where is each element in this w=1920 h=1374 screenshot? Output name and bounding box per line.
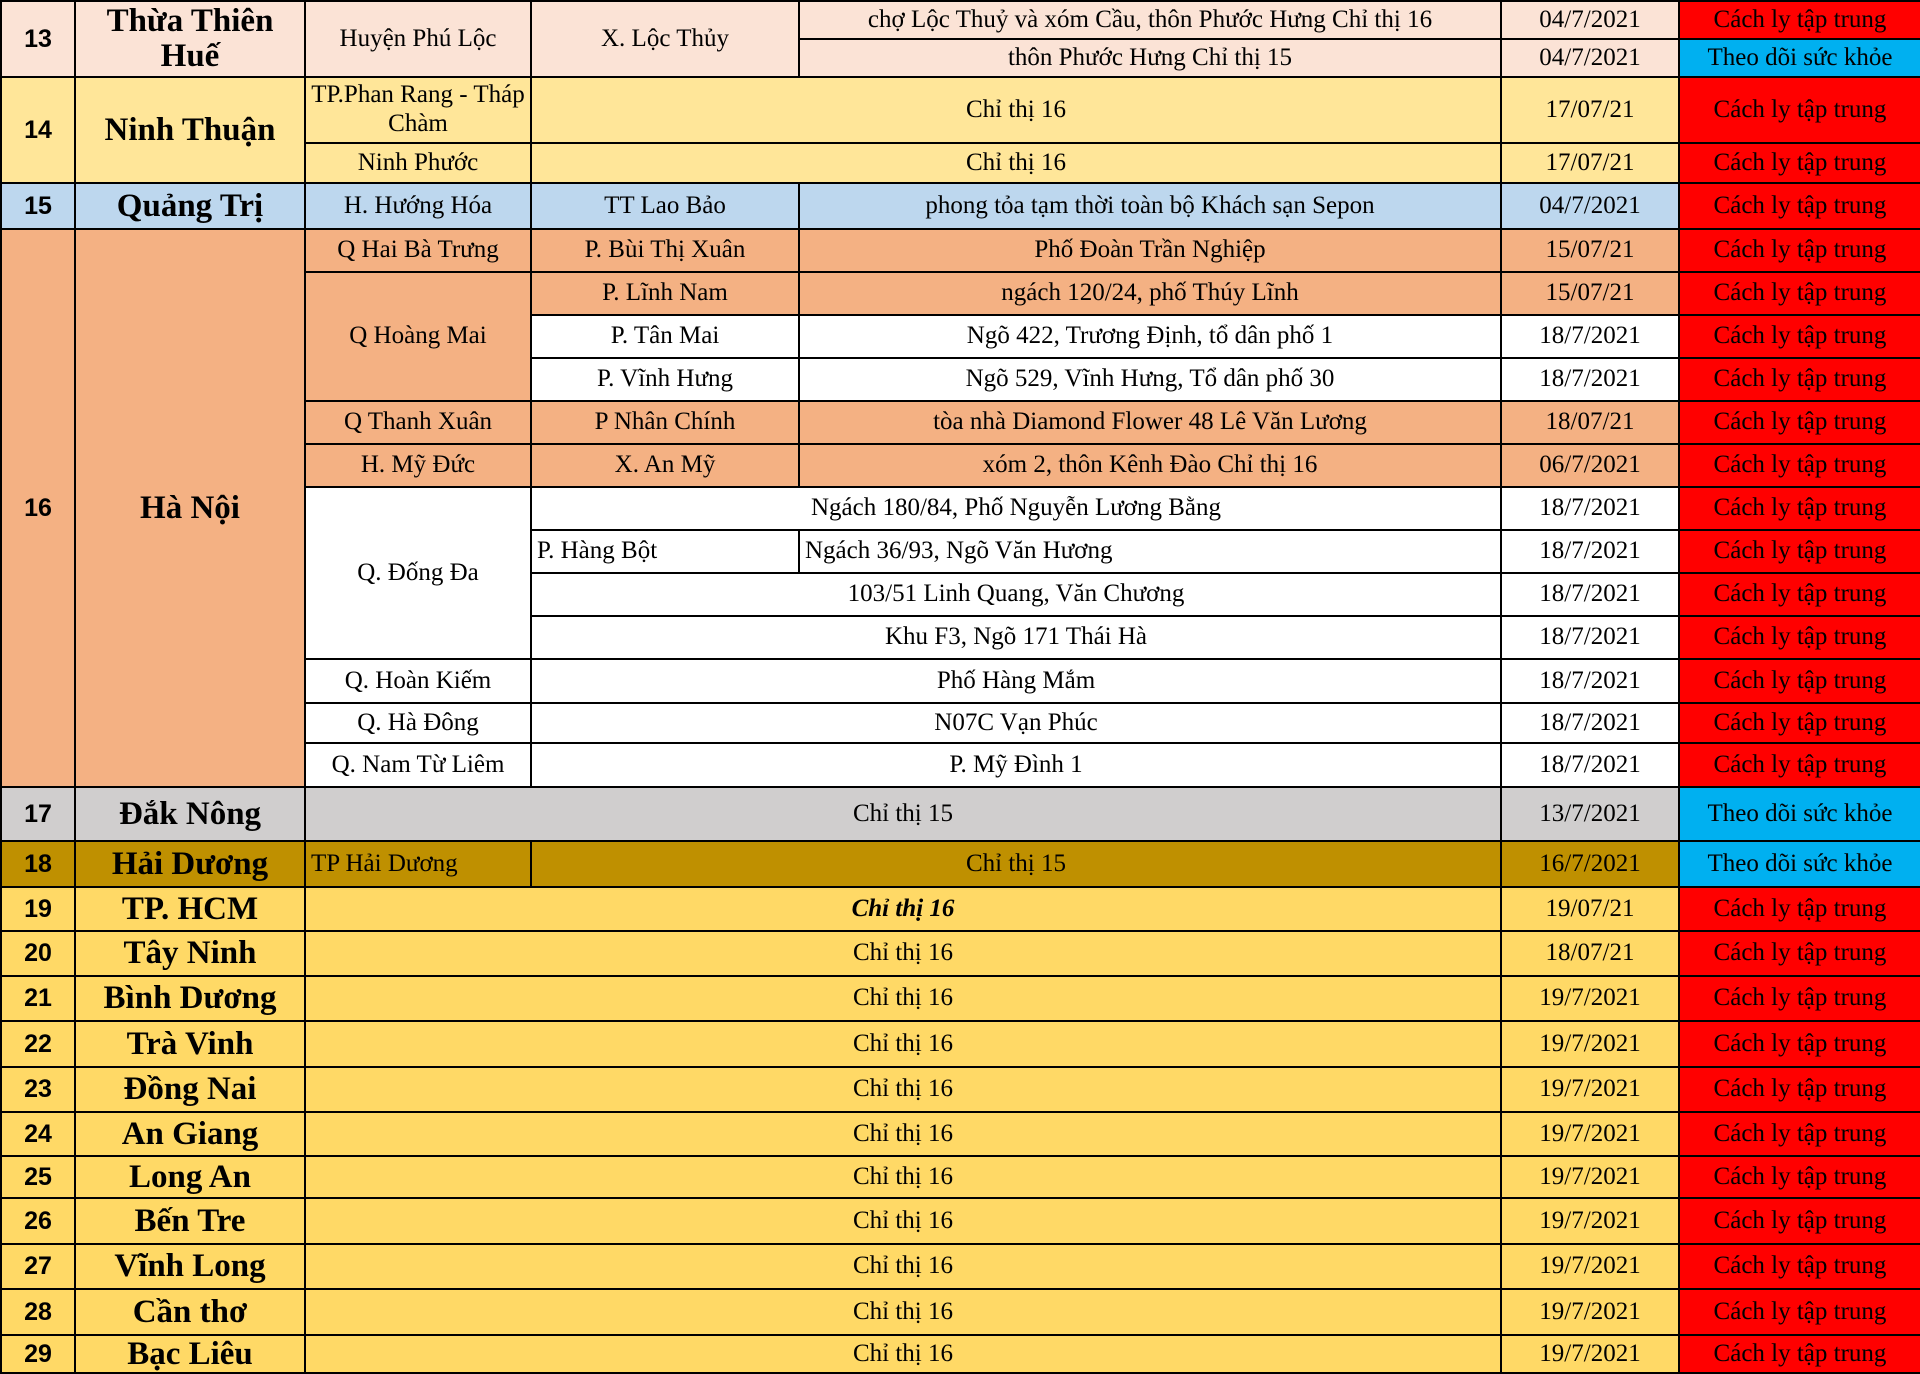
location-cell: Chỉ thị 16: [306, 932, 1502, 977]
province-name: Hà Nội: [76, 230, 306, 788]
date-cell: 19/7/2021: [1502, 977, 1680, 1022]
status-badge: Cách ly tập trung: [1680, 230, 1920, 273]
location-cell: thôn Phước Hưng Chỉ thị 15: [800, 40, 1502, 78]
date-cell: 18/7/2021: [1502, 574, 1680, 617]
date-cell: 04/7/2021: [1502, 40, 1680, 78]
date-cell: 19/7/2021: [1502, 1290, 1680, 1336]
location-cell: Ngách 180/84, Phố Nguyễn Lương Bằng: [532, 488, 1502, 531]
status-badge: Cách ly tập trung: [1680, 2, 1920, 40]
date-cell: 04/7/2021: [1502, 2, 1680, 40]
date-cell: 04/7/2021: [1502, 184, 1680, 230]
row-number: 16: [2, 230, 76, 788]
row-number: 27: [2, 1245, 76, 1290]
row-number: 17: [2, 788, 76, 842]
ward-cell: P. Bùi Thị Xuân: [532, 230, 800, 273]
status-badge: Cách ly tập trung: [1680, 888, 1920, 932]
status-badge: Theo dõi sức khỏe: [1680, 842, 1920, 888]
ward-cell: P Nhân Chính: [532, 402, 800, 445]
date-cell: 18/7/2021: [1502, 744, 1680, 788]
location-cell: Ngõ 529, Vĩnh Hưng, Tổ dân phố 30: [800, 359, 1502, 402]
status-badge: Cách ly tập trung: [1680, 1068, 1920, 1113]
district-cell: Q Hai Bà Trưng: [306, 230, 532, 273]
location-cell: Chỉ thị 16: [306, 888, 1502, 932]
location-cell: Ngõ 422, Trương Định, tổ dân phố 1: [800, 316, 1502, 359]
date-cell: 19/7/2021: [1502, 1022, 1680, 1068]
status-badge: Cách ly tập trung: [1680, 704, 1920, 744]
row-number: 19: [2, 888, 76, 932]
ward-cell: TT Lao Bảo: [532, 184, 800, 230]
district-cell: Ninh Phước: [306, 144, 532, 184]
date-cell: 18/07/21: [1502, 402, 1680, 445]
date-cell: 18/7/2021: [1502, 316, 1680, 359]
row-number: 18: [2, 842, 76, 888]
province-name: Long An: [76, 1157, 306, 1199]
ward-cell: P. Tân Mai: [532, 316, 800, 359]
status-badge: Cách ly tập trung: [1680, 273, 1920, 316]
status-badge: Cách ly tập trung: [1680, 1022, 1920, 1068]
row-number: 29: [2, 1336, 76, 1374]
province-name: Thừa Thiên Huế: [76, 2, 306, 78]
status-badge: Cách ly tập trung: [1680, 1113, 1920, 1157]
district-cell: TP Hải Dương: [306, 842, 532, 888]
location-cell: ngách 120/24, phố Thúy Lĩnh: [800, 273, 1502, 316]
date-cell: 15/07/21: [1502, 273, 1680, 316]
location-cell: Chỉ thị 16: [306, 1199, 1502, 1245]
row-number: 13: [2, 2, 76, 78]
status-badge: Theo dõi sức khỏe: [1680, 788, 1920, 842]
status-badge: Cách ly tập trung: [1680, 531, 1920, 574]
location-cell: Chỉ thị 16: [306, 1336, 1502, 1374]
province-name: Bình Dương: [76, 977, 306, 1022]
district-cell: Q. Hoàn Kiếm: [306, 660, 532, 704]
province-name: Đắk Nông: [76, 788, 306, 842]
location-cell: Chỉ thị 15: [532, 842, 1502, 888]
row-number: 28: [2, 1290, 76, 1336]
ward-cell: P. Lĩnh Nam: [532, 273, 800, 316]
location-cell: Chỉ thị 16: [532, 78, 1502, 144]
location-cell: Phố Đoàn Trần Nghiệp: [800, 230, 1502, 273]
status-badge: Cách ly tập trung: [1680, 1157, 1920, 1199]
date-cell: 19/7/2021: [1502, 1068, 1680, 1113]
ward-cell: X. An Mỹ: [532, 445, 800, 488]
location-cell: N07C Vạn Phúc: [532, 704, 1502, 744]
date-cell: 18/7/2021: [1502, 704, 1680, 744]
status-badge: Cách ly tập trung: [1680, 977, 1920, 1022]
row-number: 22: [2, 1022, 76, 1068]
date-cell: 06/7/2021: [1502, 445, 1680, 488]
location-cell: Chỉ thị 16: [306, 1290, 1502, 1336]
row-number: 25: [2, 1157, 76, 1199]
date-cell: 19/7/2021: [1502, 1157, 1680, 1199]
date-cell: 18/07/21: [1502, 932, 1680, 977]
district-cell: Q. Nam Từ Liêm: [306, 744, 532, 788]
row-number: 21: [2, 977, 76, 1022]
district-cell: TP.Phan Rang - Tháp Chàm: [306, 78, 532, 144]
status-badge: Cách ly tập trung: [1680, 932, 1920, 977]
location-cell: Chỉ thị 16: [306, 1113, 1502, 1157]
location-cell: 103/51 Linh Quang, Văn Chương: [532, 574, 1502, 617]
district-cell: H. Mỹ Đức: [306, 445, 532, 488]
location-cell: xóm 2, thôn Kênh Đào Chỉ thị 16: [800, 445, 1502, 488]
location-cell: Phố Hàng Mắm: [532, 660, 1502, 704]
status-badge: Cách ly tập trung: [1680, 184, 1920, 230]
status-badge: Cách ly tập trung: [1680, 488, 1920, 531]
district-cell: H. Hướng Hóa: [306, 184, 532, 230]
district-cell: Q Hoàng Mai: [306, 273, 532, 402]
date-cell: 15/07/21: [1502, 230, 1680, 273]
date-cell: 19/07/21: [1502, 888, 1680, 932]
date-cell: 17/07/21: [1502, 78, 1680, 144]
date-cell: 18/7/2021: [1502, 488, 1680, 531]
province-name: Bến Tre: [76, 1199, 306, 1245]
row-number: 23: [2, 1068, 76, 1113]
status-badge: Cách ly tập trung: [1680, 445, 1920, 488]
location-cell: Chỉ thị 16: [306, 977, 1502, 1022]
district-cell: Q Thanh Xuân: [306, 402, 532, 445]
district-cell: Q. Đống Đa: [306, 488, 532, 660]
district-cell: Huyện Phú Lộc: [306, 2, 532, 78]
province-name: An Giang: [76, 1113, 306, 1157]
status-badge: Cách ly tập trung: [1680, 1290, 1920, 1336]
row-number: 20: [2, 932, 76, 977]
row-number: 26: [2, 1199, 76, 1245]
location-cell: Chỉ thị 16: [532, 144, 1502, 184]
ward-cell: P. Hàng Bột: [532, 531, 800, 574]
province-name: Quảng Trị: [76, 184, 306, 230]
status-badge: Cách ly tập trung: [1680, 617, 1920, 660]
province-name: Cần thơ: [76, 1290, 306, 1336]
province-name: Bạc Liêu: [76, 1336, 306, 1374]
province-name: TP. HCM: [76, 888, 306, 932]
ward-cell: P. Vĩnh Hưng: [532, 359, 800, 402]
location-cell: Chỉ thị 16: [306, 1022, 1502, 1068]
status-badge: Cách ly tập trung: [1680, 316, 1920, 359]
status-badge: Cách ly tập trung: [1680, 660, 1920, 704]
location-cell: chợ Lộc Thuỷ và xóm Cầu, thôn Phước Hưng Chỉ thị 16: [800, 2, 1502, 40]
location-cell: Ngách 36/93, Ngõ Văn Hương: [800, 531, 1502, 574]
province-name: Vĩnh Long: [76, 1245, 306, 1290]
status-badge: Cách ly tập trung: [1680, 78, 1920, 144]
location-cell: Khu F3, Ngõ 171 Thái Hà: [532, 617, 1502, 660]
date-cell: 18/7/2021: [1502, 617, 1680, 660]
date-cell: 19/7/2021: [1502, 1113, 1680, 1157]
location-cell: P. Mỹ Đình 1: [532, 744, 1502, 788]
date-cell: 18/7/2021: [1502, 660, 1680, 704]
date-cell: 17/07/21: [1502, 144, 1680, 184]
province-name: Đồng Nai: [76, 1068, 306, 1113]
district-cell: Q. Hà Đông: [306, 704, 532, 744]
ward-cell: X. Lộc Thủy: [532, 2, 800, 78]
status-badge: Cách ly tập trung: [1680, 144, 1920, 184]
date-cell: 16/7/2021: [1502, 842, 1680, 888]
date-cell: 13/7/2021: [1502, 788, 1680, 842]
province-name: Tây Ninh: [76, 932, 306, 977]
date-cell: 18/7/2021: [1502, 359, 1680, 402]
status-badge: Cách ly tập trung: [1680, 744, 1920, 788]
date-cell: 18/7/2021: [1502, 531, 1680, 574]
location-cell: Chỉ thị 16: [306, 1157, 1502, 1199]
date-cell: 19/7/2021: [1502, 1245, 1680, 1290]
date-cell: 19/7/2021: [1502, 1199, 1680, 1245]
status-badge: Cách ly tập trung: [1680, 402, 1920, 445]
location-cell: tòa nhà Diamond Flower 48 Lê Văn Lương: [800, 402, 1502, 445]
status-badge: Cách ly tập trung: [1680, 1199, 1920, 1245]
location-cell: phong tỏa tạm thời toàn bộ Khách sạn Sepon: [800, 184, 1502, 230]
location-cell: Chỉ thị 16: [306, 1245, 1502, 1290]
status-badge: Cách ly tập trung: [1680, 574, 1920, 617]
row-number: 15: [2, 184, 76, 230]
row-number: 14: [2, 78, 76, 184]
location-cell: Chỉ thị 15: [306, 788, 1502, 842]
status-badge: Theo dõi sức khỏe: [1680, 40, 1920, 78]
status-badge: Cách ly tập trung: [1680, 359, 1920, 402]
location-cell: Chỉ thị 16: [306, 1068, 1502, 1113]
status-badge: Cách ly tập trung: [1680, 1336, 1920, 1374]
date-cell: 19/7/2021: [1502, 1336, 1680, 1374]
status-badge: Cách ly tập trung: [1680, 1245, 1920, 1290]
province-name: Ninh Thuận: [76, 78, 306, 184]
row-number: 24: [2, 1113, 76, 1157]
province-name: Hải Dương: [76, 842, 306, 888]
province-name: Trà Vinh: [76, 1022, 306, 1068]
